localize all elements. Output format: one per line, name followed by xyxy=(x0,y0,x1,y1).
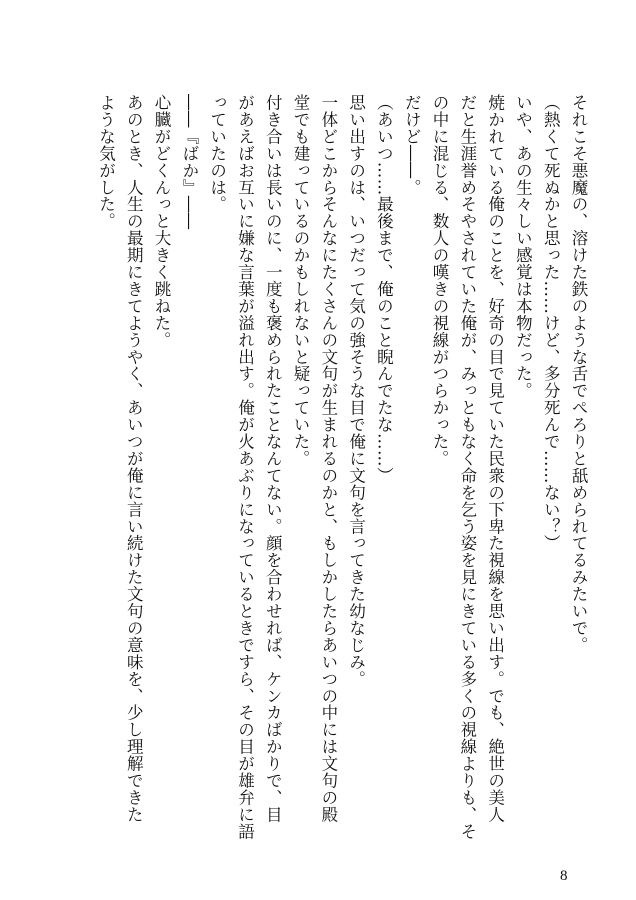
text-line: の中に混じる、数人の嘆きの視線がつらかった。 xyxy=(430,94,450,467)
text-line: （あいつ……最後まで、俺のこと睨んでたな……） xyxy=(374,94,394,484)
text-line: いや、あの生々しい感覚は本物だった。 xyxy=(513,94,533,400)
page-number: 8 xyxy=(560,868,568,884)
text-line: 思い出すのは、いつだって気の強そうな目で俺に文句を言ってきた幼なじみ。 xyxy=(346,94,366,688)
text-line: それこそ悪魔の、溶けた鉄のような舌でぺろりと舐められてるみたいで。 xyxy=(569,94,588,654)
text-line: あのとき、人生の最期にきてようやく、あいつが俺に言い続けた文句の意味を、少し理解できた xyxy=(124,94,144,823)
text-line: っていたのは。 xyxy=(207,94,227,213)
text-line: 心臓がどくんっと大きく跳ねた。 xyxy=(152,94,172,349)
text-line: ――『ばか』―― xyxy=(179,94,199,230)
text-line: だけど――。 xyxy=(402,94,422,196)
text-line: 付き合いは長いのに、一度も褒められたことなんてない。顔を合わせれば、ケンカばかりで、目 xyxy=(263,94,283,823)
text-line: があえばお互いに嫌な言葉が溢れ出す。俺が火あぶりになっているときですら、その目が雄弁に語 xyxy=(235,94,255,840)
text-line: 焼かれている俺のことを、好奇の目で見ていた民衆の下卑た視線を思い出す。でも、絶世の美人 xyxy=(485,94,505,823)
text-line: ような気がした。 xyxy=(96,94,116,230)
text-line: 堂でも建っているのかもしれないと疑っていた。 xyxy=(291,94,311,467)
text-line: （熱くて死ぬかと思った……けど、多分死んで……ない？） xyxy=(541,94,561,552)
text-line: だと生涯誉めそやされていた俺が、みっともなく命を乞う姿を見にきている多くの視線よりも、そ xyxy=(457,94,477,840)
text-line: 一体どこからそんなにたくさんの文句が生まれるのかと、もしかしたらあいつの中には文句の殿 xyxy=(318,94,338,823)
vertical-text-block xyxy=(92,94,592,854)
